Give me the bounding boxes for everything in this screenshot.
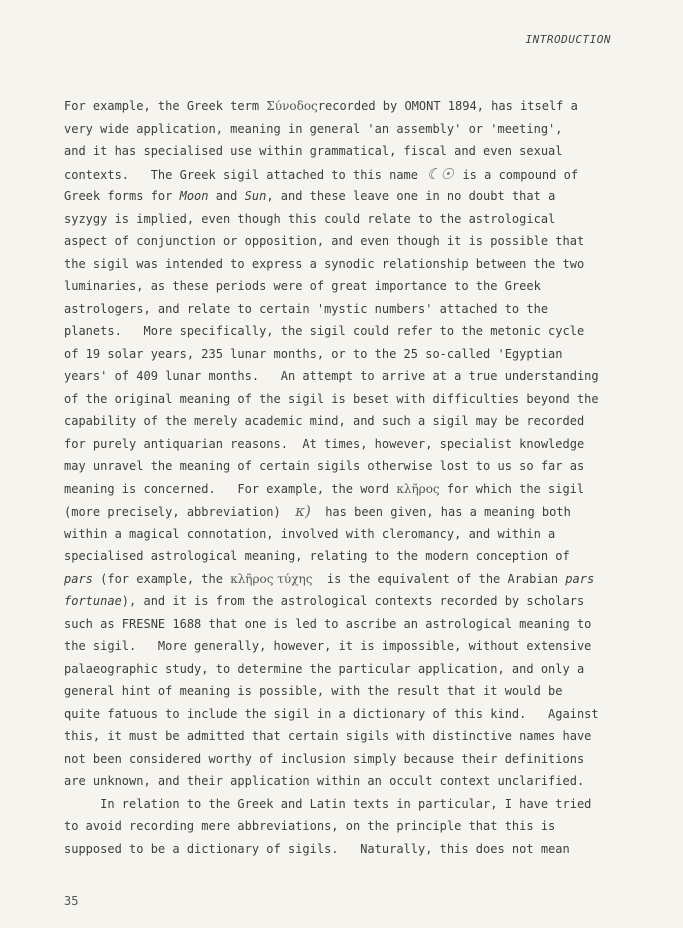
text-run: meaning is concerned. For example, the word xyxy=(64,481,397,496)
text-line: for purely antiquarian reasons. At times, however, specialist knowledge xyxy=(64,436,585,451)
text-run: recorded by OMONT 1894, has itself a xyxy=(317,99,578,113)
greek-word: κλῆρος xyxy=(396,481,440,496)
text-run: ), and it is from the astrological contexts recorded by scholars xyxy=(121,594,585,608)
text-line: may unravel the meaning of certain sigils otherwise lost to us so far as xyxy=(64,459,585,473)
greek-word: Σύνοδος xyxy=(266,99,318,113)
text-line xyxy=(64,478,634,501)
text-run: is the equivalent of the Arabian xyxy=(312,571,566,586)
text-line xyxy=(64,95,634,118)
text-line: of the original meaning of the sigil is beset with difficulties beyond the xyxy=(64,391,599,406)
text-line: quite fatuous to include the sigil in a dictionary of this kind. Against xyxy=(64,706,599,721)
text-line xyxy=(64,590,634,613)
text-line: palaeographic study, to determine the particular application, and only a xyxy=(64,661,585,676)
text-line: the sigil was intended to express a synodic relationship between the two xyxy=(64,256,585,271)
text-line: of 19 solar years, 235 lunar months, or to the 25 so-called 'Egyptian xyxy=(64,346,563,361)
text-run: For example, the Greek term xyxy=(64,99,267,113)
text-line: luminaries, as these periods were of great importance to the Greek xyxy=(64,279,541,293)
text-run: for which the sigil xyxy=(439,481,585,496)
text-line: general hint of meaning is possible, with the result that it would be xyxy=(64,684,563,698)
text-line: capability of the merely academic mind, and such a sigil may be recorded xyxy=(64,414,585,428)
text-line: astrologers, and relate to certain 'mystic numbers' attached to the xyxy=(64,301,549,316)
text-line: specialised astrological meaning, relating to the modern conception of xyxy=(64,549,570,563)
text-line xyxy=(64,500,634,523)
text-line: such as FRESNE 1688 that one is led to ascribe an astrological meaning to xyxy=(64,616,592,631)
text-line: and it has specialised use within grammatical, fiscal and even sexual xyxy=(64,144,563,158)
text-line: are unknown, and their application within an occult context unclarified. xyxy=(64,774,585,788)
text-line: to avoid recording mere abbreviations, on the principle that this is xyxy=(64,819,556,833)
text-run: Greek forms for xyxy=(64,189,180,203)
text-line: planets. More specifically, the sigil could refer to the metonic cycle xyxy=(64,324,585,338)
running-header: INTRODUCTION xyxy=(525,33,611,46)
italic-term: pars xyxy=(565,571,595,586)
text-line xyxy=(64,185,634,208)
text-line: supposed to be a dictionary of sigils. Naturally, this does not mean xyxy=(64,841,570,856)
body-text xyxy=(64,95,634,860)
text-run: (more precisely, abbreviation) xyxy=(64,505,288,519)
text-run: (for example, the xyxy=(92,571,231,586)
text-line: In relation to the Greek and Latin texts in particular, I have tried xyxy=(64,796,592,811)
text-run: is a compound of xyxy=(455,167,579,182)
text-run: , and these leave one in no doubt that a xyxy=(266,189,556,203)
text-line: years' of 409 lunar months. An attempt to arrive at a true understanding xyxy=(64,369,599,383)
greek-phrase: κλῆρος τύχης xyxy=(230,571,313,586)
text-line: very wide application, meaning in general 'an assembly' or 'meeting', xyxy=(64,121,563,136)
moon-sun-sigil-icon: ☾☉ xyxy=(426,164,454,183)
text-line xyxy=(64,568,634,591)
italic-term: pars xyxy=(64,571,93,586)
page-number: 35 xyxy=(64,894,79,908)
text-line xyxy=(64,163,634,186)
italic-term: Sun xyxy=(244,189,267,203)
text-run: and xyxy=(208,189,245,203)
kleros-sigil-icon: κ) xyxy=(295,502,311,520)
text-line: within a magical connotation, involved with cleromancy, and within a xyxy=(64,526,556,541)
italic-term: Moon xyxy=(179,189,209,203)
text-line: not been considered worthy of inclusion simply because their definitions xyxy=(64,751,585,766)
text-line: this, it must be admitted that certain sigils with distinctive names have xyxy=(64,729,592,743)
text-line: aspect of conjunction or opposition, and even though it is possible that xyxy=(64,234,585,248)
italic-term: fortunae xyxy=(64,594,122,608)
text-line: syzygy is implied, even though this could relate to the astrological xyxy=(64,211,556,226)
text-run: contexts. The Greek sigil attached to this name xyxy=(64,167,426,182)
text-run: has been given, has a meaning both xyxy=(317,505,571,519)
text-line: the sigil. More generally, however, it is impossible, without extensive xyxy=(64,639,592,653)
